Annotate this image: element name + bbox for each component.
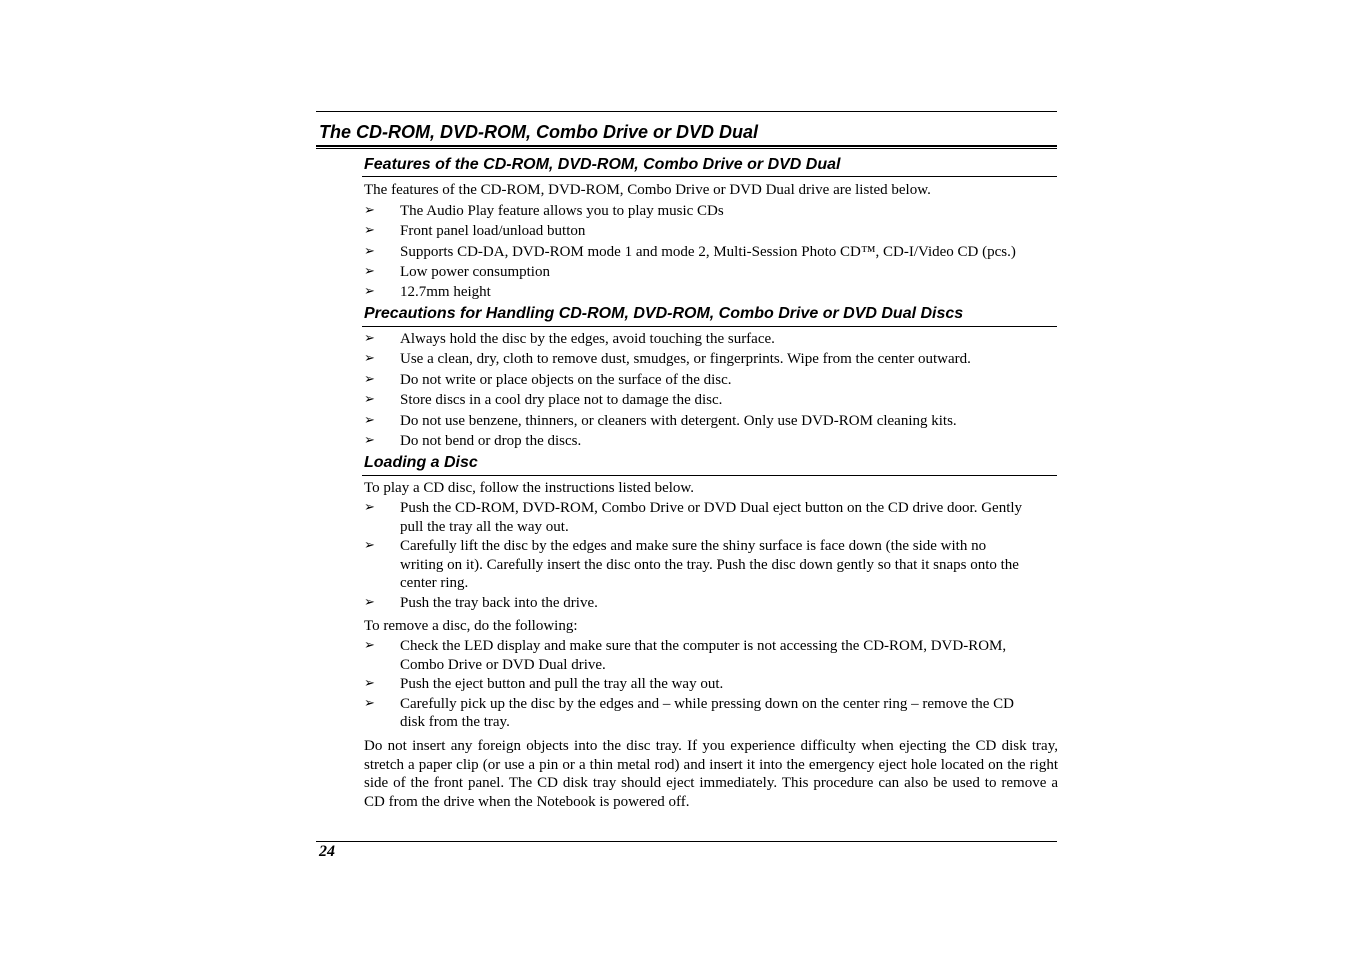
list-item: ➢ Push the CD-ROM, DVD-ROM, Combo Drive or DVD Dual eject button on the CD drive door. Gently pull the tray all the way out.	[364, 500, 1023, 535]
arrowhead-bullet-icon: ➢	[364, 638, 375, 653]
header-top-rule	[316, 111, 1057, 112]
list-item: ➢ The Audio Play feature allows you to play music CDs	[364, 201, 1064, 221]
page-title: The CD-ROM, DVD-ROM, Combo Drive or DVD Dual	[319, 122, 759, 142]
arrowhead-bullet-icon: ➢	[364, 284, 375, 300]
arrowhead-bullet-icon: ➢	[364, 223, 375, 239]
list-item: ➢ Do not use benzene, thinners, or cleaners with detergent. Only use DVD-ROM cleaning kits.	[364, 411, 1064, 431]
arrowhead-bullet-icon: ➢	[364, 538, 375, 553]
closing-paragraph: Do not insert any foreign objects into the disc tray. If you experience difficulty when ejecting the CD disk tray, stretch a paper clip (or use a pin or a thin metal rod) and insert it into the emergency eject hole located on the right side of the front panel. The CD disk tray should eject immediately. This procedure can also be used to remove a CD from the drive when the Notebook is powered off.	[364, 738, 1058, 810]
precautions-heading-rule	[362, 326, 1057, 327]
features-heading: Features of the CD-ROM, DVD-ROM, Combo Drive or DVD Dual	[364, 156, 841, 173]
features-intro: The features of the CD-ROM, DVD-ROM, Combo Drive or DVD Dual drive are listed below.	[364, 182, 931, 198]
arrowhead-bullet-icon: ➢	[364, 203, 375, 218]
play-steps-list	[364, 499, 1024, 612]
arrowhead-bullet-icon: ➢	[364, 392, 375, 408]
list-item: ➢ 12.7mm height	[364, 282, 1064, 302]
list-item: ➢ Use a clean, dry, cloth to remove dust, smudges, or fingerprints. Wipe from the center outward.	[364, 349, 1064, 369]
arrowhead-bullet-icon: ➢	[364, 243, 375, 259]
loading-heading-rule	[362, 475, 1057, 476]
arrowhead-bullet-icon: ➢	[364, 676, 375, 691]
arrowhead-bullet-icon: ➢	[364, 371, 375, 387]
loading-intro: To play a CD disc, follow the instructions listed below.	[364, 480, 695, 496]
features-heading-rule	[362, 176, 1057, 177]
list-item: ➢ Supports CD-DA, DVD-ROM mode 1 and mode 2, Multi-Session Photo CD™, CD-I/Video CD (pcs.)	[364, 242, 1064, 262]
list-item: ➢ Store discs in a cool dry place not to damage the disc.	[364, 390, 1064, 410]
list-item: ➢ Push the tray back into the drive.	[364, 594, 598, 611]
list-item: ➢ Front panel load/unload button	[364, 221, 1064, 241]
arrowhead-bullet-icon: ➢	[364, 331, 375, 346]
list-item: ➢ Always hold the disc by the edges, avoid touching the surface.	[364, 329, 1064, 349]
list-item: ➢ Check the LED display and make sure that the computer is not accessing the CD-ROM, DVD-ROM, Combo Drive or DVD Dual drive.	[364, 638, 1007, 673]
page-number: 24	[319, 843, 335, 860]
list-item: ➢ Carefully lift the disc by the edges and make sure the shiny surface is face down (the side with no writing on it). Carefully insert the disc onto the tray. Push the disc down gently so that it snaps onto the center ring.	[364, 538, 1019, 591]
loading-heading: Loading a Disc	[364, 454, 478, 471]
list-item: ➢ Push the eject button and pull the tray all the way out.	[364, 676, 724, 692]
arrowhead-bullet-icon: ➢	[364, 263, 375, 279]
precautions-list	[364, 329, 1064, 451]
arrowhead-bullet-icon: ➢	[364, 594, 375, 610]
title-underline-thin	[316, 148, 1057, 149]
features-list	[364, 201, 1064, 302]
list-item: ➢ Low power consumption	[364, 262, 1064, 282]
list-item: ➢ Do not bend or drop the discs.	[364, 431, 1064, 451]
arrowhead-bullet-icon: ➢	[364, 433, 375, 449]
remove-intro: To remove a disc, do the following:	[364, 618, 578, 634]
precautions-heading: Precautions for Handling CD-ROM, DVD-ROM, Combo Drive or DVD Dual Discs	[364, 305, 964, 322]
arrowhead-bullet-icon: ➢	[364, 500, 375, 515]
arrowhead-bullet-icon: ➢	[364, 695, 375, 711]
list-item: ➢ Do not write or place objects on the surface of the disc.	[364, 370, 1064, 390]
footer-rule	[316, 841, 1057, 842]
arrowhead-bullet-icon: ➢	[364, 412, 375, 428]
title-underline-thick	[316, 145, 1057, 147]
remove-steps-list	[364, 637, 1024, 732]
list-item: ➢ Carefully pick up the disc by the edges and – while pressing down on the center ring – remove the CD disk from the tray.	[364, 695, 1015, 730]
arrowhead-bullet-icon: ➢	[364, 351, 375, 367]
